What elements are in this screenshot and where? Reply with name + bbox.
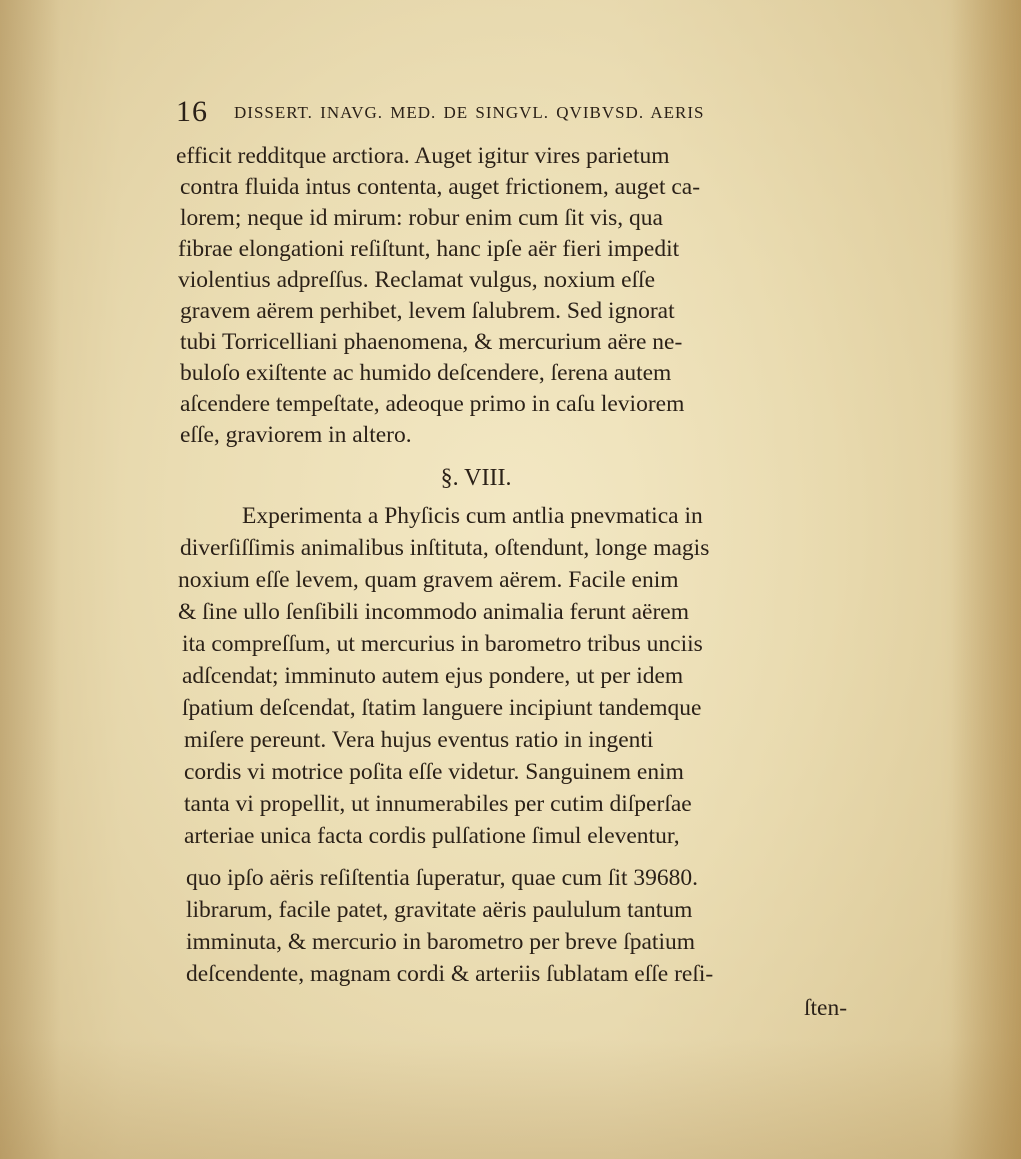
page-edge-stain-left xyxy=(0,0,60,1159)
text-line: cordis vi motrice poſita eſſe videtur. Sanguinem enim xyxy=(184,759,684,785)
text-line: tubi Torricelliani phaenomena, & mercurium aëre ne- xyxy=(180,329,683,355)
text-line: & ſine ullo ſenſibili incommodo animalia ferunt aërem xyxy=(178,599,689,625)
text-line: ſpatium deſcendat, ſtatim languere incipiunt tandemque xyxy=(182,695,702,721)
text-line: arteriae unica facta cordis pulſatione ſimul eleventur, xyxy=(184,823,680,849)
page-edge-stain-right xyxy=(951,0,1021,1159)
text-line: quo ipſo aëris reſiſtentia ſuperatur, quae cum ſit 39680. xyxy=(186,865,698,891)
text-line: aſcendere tempeſtate, adeoque primo in caſu leviorem xyxy=(180,391,685,417)
text-line: fibrae elongationi reſiſtunt, hanc ipſe aër fieri impedit xyxy=(178,236,680,262)
page-header xyxy=(176,92,836,132)
text-line: eſſe, graviorem in altero. xyxy=(180,422,412,448)
running-head: DISSERT. INAVG. MED. DE SINGVL. QVIBVSD. AERIS xyxy=(234,103,705,122)
text-line: ita compreſſum, ut mercurius in barometro tribus unciis xyxy=(182,631,703,657)
text-line: tanta vi propellit, ut innumerabiles per cutim diſperſae xyxy=(184,791,692,817)
text-line: violentius adpreſſus. Reclamat vulgus, noxium eſſe xyxy=(178,267,656,293)
text-line: diverſiſſimis animalibus inſtituta, oſtendunt, longe magis xyxy=(180,535,710,561)
text-line: Experimenta a Phyſicis cum antlia pnevmatica in xyxy=(242,503,703,529)
page-number: 16 xyxy=(176,95,208,128)
section-heading: §. VIII. xyxy=(440,465,512,491)
catchword: ſten- xyxy=(804,995,848,1021)
text-line: deſcendente, magnam cordi & arteriis ſublatam eſſe reſi- xyxy=(186,961,714,987)
text-line: imminuta, & mercurio in barometro per breve ſpatium xyxy=(186,929,696,955)
text-line: lorem; neque id mirum: robur enim cum ſit vis, qua xyxy=(180,205,663,231)
text-line: contra fluida intus contenta, auget frictionem, auget ca- xyxy=(180,174,701,200)
text-line: gravem aërem perhibet, levem ſalubrem. Sed ignorat xyxy=(180,298,675,324)
text-line: librarum, facile patet, gravitate aëris paululum tantum xyxy=(186,897,693,923)
text-line: miſere pereunt. Vera hujus eventus ratio in ingenti xyxy=(184,727,654,753)
text-line: buloſo exiſtente ac humido deſcendere, ſerena autem xyxy=(180,360,672,386)
text-line: adſcendat; imminuto autem ejus pondere, ut per idem xyxy=(182,663,684,689)
page-edge-stain-bottom xyxy=(0,1039,1021,1159)
text-line: noxium eſſe levem, quam gravem aërem. Facile enim xyxy=(178,567,679,593)
text-line: efficit redditque arctiora. Auget igitur vires parietum xyxy=(176,143,670,169)
